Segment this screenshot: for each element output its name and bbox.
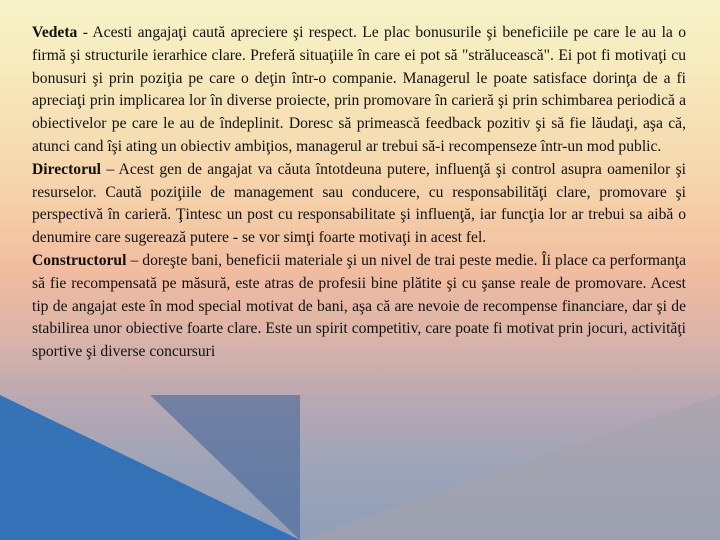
description-vedeta: - Acesti angajaţi caută apreciere şi respect. Le plac bonusurile şi beneficiile pe care le au la o firmă şi structurile ierarhice clare. Preferă situaţiile în care ei pot să "strălucească". Ei pot fi motivaţi cu bonusuri şi prin poziţia pe care o deţin într-o companie. Managerul le poate satisface dorinţa de a fi apreciaţi prin implicarea lor în diverse proiecte, prin promovare în carieră şi prin schimbarea periodică a obiectivelor pe care le au de îndeplinit. Doresc să primească feedback pozitiv şi să fie lăudaţi, aşa că, atunci cand îşi ating un obiectiv ambiţios, managerul ar trebui să-i recompenseze într-un mod public.: [32, 24, 686, 155]
decorative-triangle-shade: [150, 395, 300, 540]
paragraph-directorul: [32, 159, 686, 250]
paragraph-constructorul: [32, 250, 686, 364]
paragraph-vedeta: [32, 22, 686, 159]
term-constructorul: Constructorul: [32, 251, 127, 269]
term-directorul: Directorul: [32, 160, 101, 178]
description-constructorul: – doreşte bani, beneficii materiale şi un nivel de trai peste medie. Îi place ca performanţa să fie recompensată pe măsură, este atras de profesii bine plătite şi cu şanse reale de promovare. Acest tip de angajat este în mod special motivat de bani, aşa că are nevoie de recompense financiare, dar şi de stabilirea unor obiective foarte clare. Este un spirit competitiv, care poate fi motivat prin jocuri, activităţi sportive şi diverse concursuri: [32, 251, 686, 361]
term-vedeta: Vedeta: [32, 24, 78, 41]
decorative-shape-right: [300, 395, 720, 540]
slide-text-body: [32, 22, 686, 364]
description-directorul: – Acest gen de angajat va căuta întotdeuna putere, influenţă şi control asupra oamenilor şi resurselor. Caută poziţiile de management sau conducere, cu responsabilităţi clare, promovare şi perspectivă în carieră. Ţintesc un post cu responsabilitate şi influenţă, iar funcţia lor ar trebui sa aibă o denumire care sugerează putere - se vor simţi foarte motivaţi in acest fel.: [32, 160, 686, 247]
